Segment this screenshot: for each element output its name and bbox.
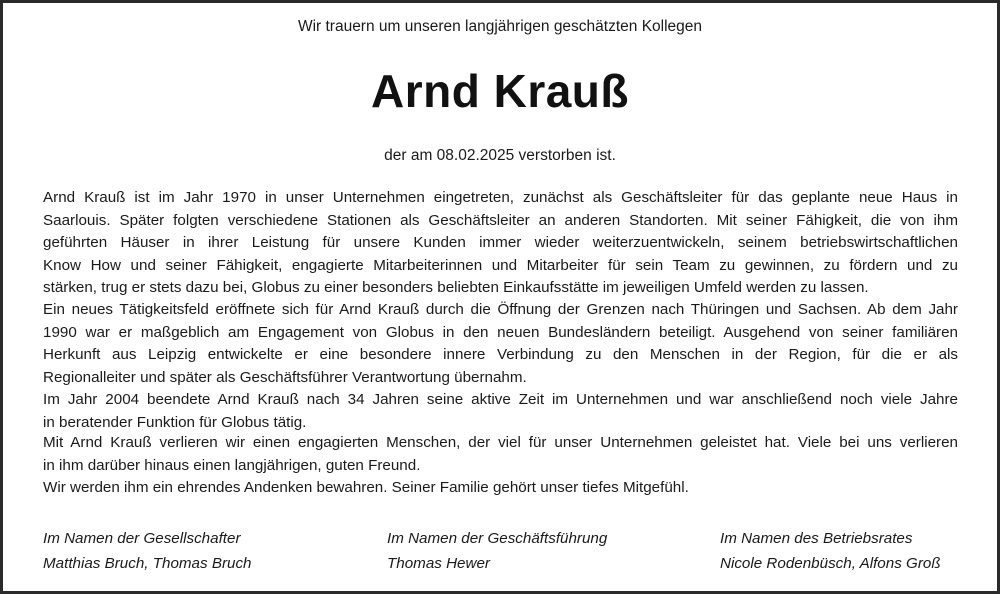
signature-names: Thomas Hewer: [387, 555, 490, 572]
text-line: Ein neues Tätigkeitsfeld eröffnete sich für Arnd Krauß durch die Öffnung der Grenzen nach Thüringen und Sachsen. Ab dem Jahr: [43, 301, 958, 318]
text-line: 1990 war er maßgeblich am Engagement von Globus in den neuen Bundesländern beteiligt. Ausgehend von seiner familiären: [43, 323, 958, 341]
text-line: Regionalleiter und später als Geschäftsführer Verantwortung übernahm.: [43, 368, 527, 386]
paragraph-farewell: [43, 432, 958, 500]
signature-shareholders: [43, 526, 252, 576]
text-line: Wir werden ihm ein ehrendes Andenken bewahren. Seiner Familie gehört unser tiefes Mitgefühl.: [43, 479, 689, 496]
text-line: geführten Häuser in ihrer Leistung für unsere Kunden immer wieder weiterzuentwickeln, seinem betriebswirtschaftlichen: [43, 234, 958, 251]
text-line: Saarlouis. Später folgten verschiedene Stationen als Geschäftsleiter an anderen Standorten. Mit seiner Fähigkeit, die von ihm: [43, 211, 958, 229]
signature-role: Im Namen des Betriebsrates: [720, 530, 913, 547]
text-line: Herkunft aus Leipzig entwickelte er eine besondere innere Verbindung zu den Menschen in der Region, für die er als: [43, 346, 958, 363]
text-line: Know How und seiner Fähigkeit, engagierte Mitarbeiterinnen und Mitarbeiter für sein Team zu gewinnen, zu fördern und zu: [43, 256, 958, 274]
death-date-line: der am 08.02.2025 verstorben ist.: [384, 147, 616, 164]
deceased-name: Arnd Krauß: [371, 65, 629, 117]
text-line: in ihm darüber hinaus einen langjährigen, guten Freund.: [43, 456, 421, 474]
paragraph-east-germany: [43, 299, 958, 434]
text-line: Im Jahr 2004 beendete Arnd Krauß nach 34 Jahren seine aktive Zeit im Unternehmen und war anschließend noch viele Jahre: [43, 391, 958, 408]
text-line: Mit Arnd Krauß verlieren wir einen engagierten Menschen, der viel für unser Unternehmen geleistet hat. Viele bei uns verlieren: [43, 434, 958, 451]
signature-role: Im Namen der Gesellschafter: [43, 530, 241, 547]
text-line: Arnd Krauß ist im Jahr 1970 in unser Unternehmen eingetreten, zunächst als Geschäftsleiter für das geplante neue Haus in: [43, 189, 958, 206]
signature-names: Nicole Rodenbüsch, Alfons Groß: [720, 555, 941, 572]
signature-names: Matthias Bruch, Thomas Bruch: [43, 555, 252, 572]
text-line: stärken, trug er stets dazu bei, Globus zu einer besonders beliebten Einkaufsstätte im jeweiligen Umfeld werden zu lassen.: [43, 279, 869, 296]
signature-management: [387, 526, 607, 576]
signature-role: Im Namen der Geschäftsführung: [387, 530, 608, 547]
paragraph-career: [43, 187, 958, 300]
signature-works-council: [720, 526, 941, 576]
intro-line: Wir trauern um unseren langjährigen geschätzten Kollegen: [297, 18, 703, 35]
text-line: in beratender Funktion für Globus tätig.: [43, 413, 307, 431]
